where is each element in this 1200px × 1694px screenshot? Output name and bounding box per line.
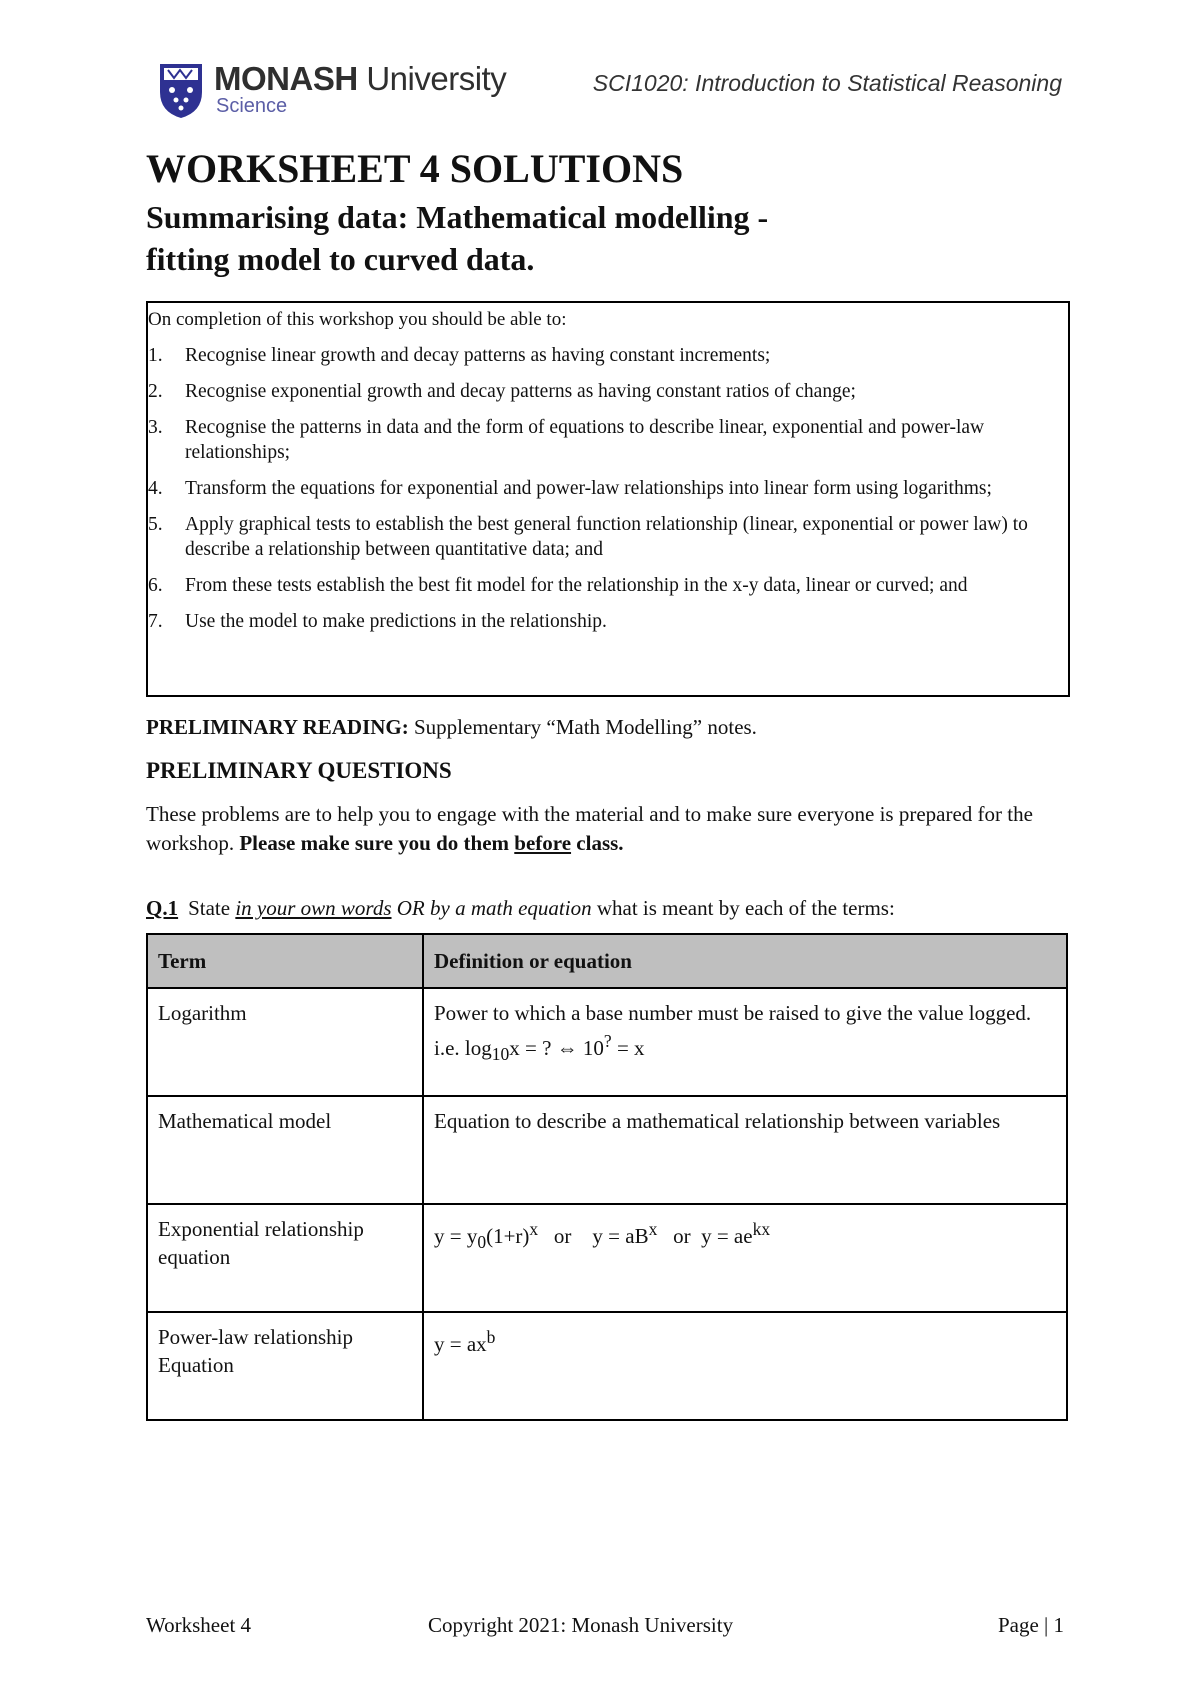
brand-name: MONASH University <box>214 60 507 97</box>
worksheet-title: WORKSHEET 4 SOLUTIONS <box>146 146 684 191</box>
objectives-intro: On completion of this workshop you should be able to: <box>148 309 567 330</box>
list-item: 5. Apply graphical tests to establish the best general function relationship (linear, exponential or power law) to describe a relationship between quantitative data; and <box>148 514 1028 560</box>
preliminary-reading: PRELIMINARY READING: Supplementary “Math Modelling” notes. <box>146 715 757 739</box>
table-header-row <box>147 934 1067 988</box>
list-item: 3. Recognise the patterns in data and the form of equations to describe linear, exponential and power-law relationships; <box>148 417 985 463</box>
list-item: 4. Transform the equations for exponential and power-law relationships into linear form using logarithms; <box>148 478 992 499</box>
list-item: 2. Recognise exponential growth and decay patterns as having constant ratios of change; <box>148 381 856 402</box>
preliminary-questions-heading: PRELIMINARY QUESTIONS <box>146 758 452 783</box>
question-1: Q.1 State in your own words OR by a math equation what is meant by each of the terms: <box>146 896 895 920</box>
monash-logo <box>158 62 518 124</box>
terms-table <box>146 933 1068 1421</box>
worksheet-subtitle: Summarising data: Mathematical modelling - fitting model to curved data. <box>146 199 769 277</box>
learning-objectives-box <box>146 301 1070 697</box>
list-item: 6. From these tests establish the best fit model for the relationship in the x-y data, linear or curved; and <box>148 575 968 596</box>
term-cell: Mathematical model <box>147 1096 423 1204</box>
brand-faculty: Science <box>216 95 288 117</box>
footer-page-number: Page | 1 <box>997 1613 1064 1637</box>
definition-cell: $y = ax^b$ <box>423 1312 1067 1420</box>
preliminary-questions-text: These problems are to help you to engage with the material and to make sure everyone is prepared for the workshop. Please make sure you do them before class. <box>146 802 1033 855</box>
definition-cell: Equation to describe a mathematical relationship between variables <box>423 1096 1067 1204</box>
footer-copyright: Copyright 2021: Monash University <box>428 1613 734 1637</box>
header-term: Term <box>147 934 423 988</box>
header-definition: Definition or equation <box>423 934 1067 988</box>
table-row <box>147 1204 1067 1312</box>
objectives-list <box>148 343 1048 645</box>
term-cell: Logarithm <box>147 988 423 1096</box>
term-cell: Exponential relationship equation <box>147 1204 423 1312</box>
footer-left: Worksheet 4 <box>146 1613 252 1637</box>
table-row <box>147 1096 1067 1204</box>
table-row <box>147 1312 1067 1420</box>
list-item: 7. Use the model to make predictions in the relationship. <box>148 611 607 632</box>
list-item: 1. Recognise linear growth and decay patterns as having constant increments; <box>148 345 771 366</box>
definition-cell: $y = y_0(1+r)^x$ or $y = aB^x$ or $y = ae^{kx}$ <box>423 1204 1067 1312</box>
definition-cell: Power to which a base number must be raised to give the value logged. i.e. $\log_{10}x$ = ? ⇔ 10? = x <box>423 988 1067 1096</box>
monash-crest-icon <box>158 62 204 120</box>
course-title: SCI1020: Introduction to Statistical Reasoning <box>592 70 1062 96</box>
term-cell: Power-law relationship Equation <box>147 1312 423 1420</box>
table-row <box>147 988 1067 1096</box>
